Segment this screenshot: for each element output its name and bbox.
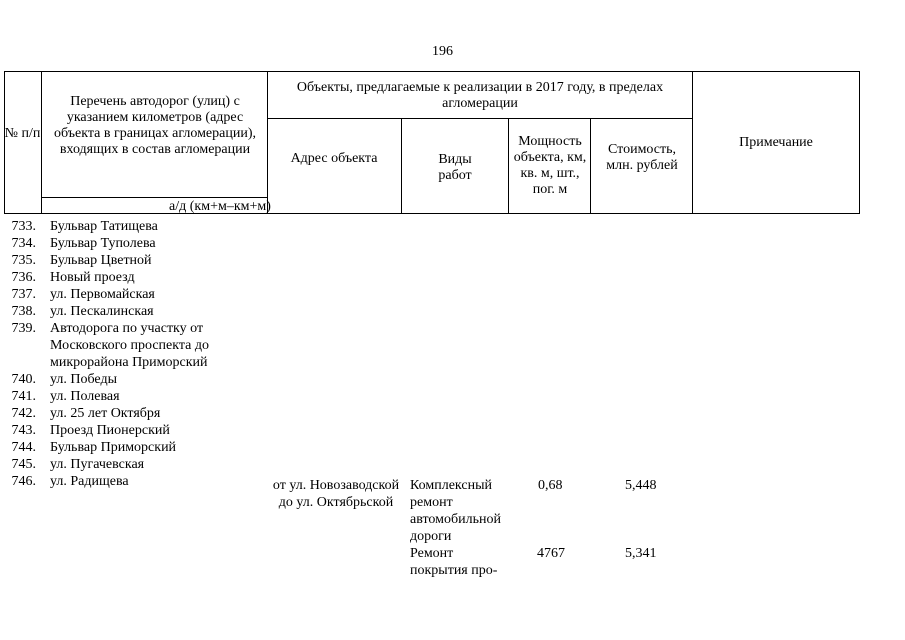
- page-number: 196: [432, 44, 453, 59]
- row-number: 745.: [11, 457, 36, 472]
- header-works: Виды работ: [438, 152, 472, 183]
- row-name: ул. Победы: [50, 372, 117, 387]
- row-number: 741.: [11, 389, 36, 404]
- header-address: Адрес объекта: [290, 151, 378, 166]
- row-746-capacity-2: 4767: [537, 546, 565, 561]
- row-number: 744.: [11, 440, 36, 455]
- row-number: 738.: [11, 304, 36, 319]
- row-name: Бульвар Татищева: [50, 219, 158, 234]
- header-no: № п/п: [4, 126, 41, 141]
- row-746-work-1: Комплексный ремонт автомобильной дороги: [410, 478, 501, 544]
- row-746-work-2: Ремонт покрытия про-: [410, 546, 498, 578]
- row-name: Новый проезд: [50, 270, 135, 285]
- header-capacity: Мощность объекта, км, кв. м, шт., пог. м: [513, 134, 587, 197]
- row-number: 735.: [11, 253, 36, 268]
- row-746-cost-1: 5,448: [625, 478, 657, 493]
- row-name: Бульвар Туполева: [50, 236, 156, 251]
- row-name: Автодорога по участку от Московского проспекта до микрорайона Приморский: [50, 321, 209, 370]
- row-name: ул. Полевая: [50, 389, 120, 404]
- header-sub-roads: а/д (км+м–км+м): [169, 199, 271, 214]
- row-746-cost-2: 5,341: [625, 546, 657, 561]
- row-746-address: от ул. Новозаводской до ул. Октябрьской: [272, 478, 400, 510]
- row-name: Бульвар Цветной: [50, 253, 152, 268]
- row-number: 746.: [11, 474, 36, 489]
- header-group-title: Объекты, предлагаемые к реализации в 2017 году, в пределах агломерации: [296, 80, 664, 111]
- row-number: 743.: [11, 423, 36, 438]
- row-number: 740.: [11, 372, 36, 387]
- row-number: 739.: [11, 321, 36, 336]
- header-roads: Перечень автодорог (улиц) с указанием километров (адрес объекта в границах агломерации), входящих в состав агломерации: [54, 94, 256, 157]
- header-note: Примечание: [739, 135, 813, 150]
- row-number: 737.: [11, 287, 36, 302]
- row-number: 734.: [11, 236, 36, 251]
- row-number: 742.: [11, 406, 36, 421]
- row-number: 733.: [11, 219, 36, 234]
- row-number: 736.: [11, 270, 36, 285]
- row-name: Бульвар Приморский: [50, 440, 177, 455]
- row-name: ул. Пескалинская: [50, 304, 154, 319]
- row-746-capacity-1: 0,68: [538, 478, 563, 493]
- header-cost: Стоимость, млн. рублей: [606, 142, 678, 173]
- row-name: Проезд Пионерский: [50, 423, 170, 438]
- row-name: ул. Радищева: [50, 474, 129, 489]
- row-name: ул. Первомайская: [50, 287, 155, 302]
- row-name: ул. 25 лет Октября: [50, 406, 161, 421]
- row-name: ул. Пугачевская: [50, 457, 145, 472]
